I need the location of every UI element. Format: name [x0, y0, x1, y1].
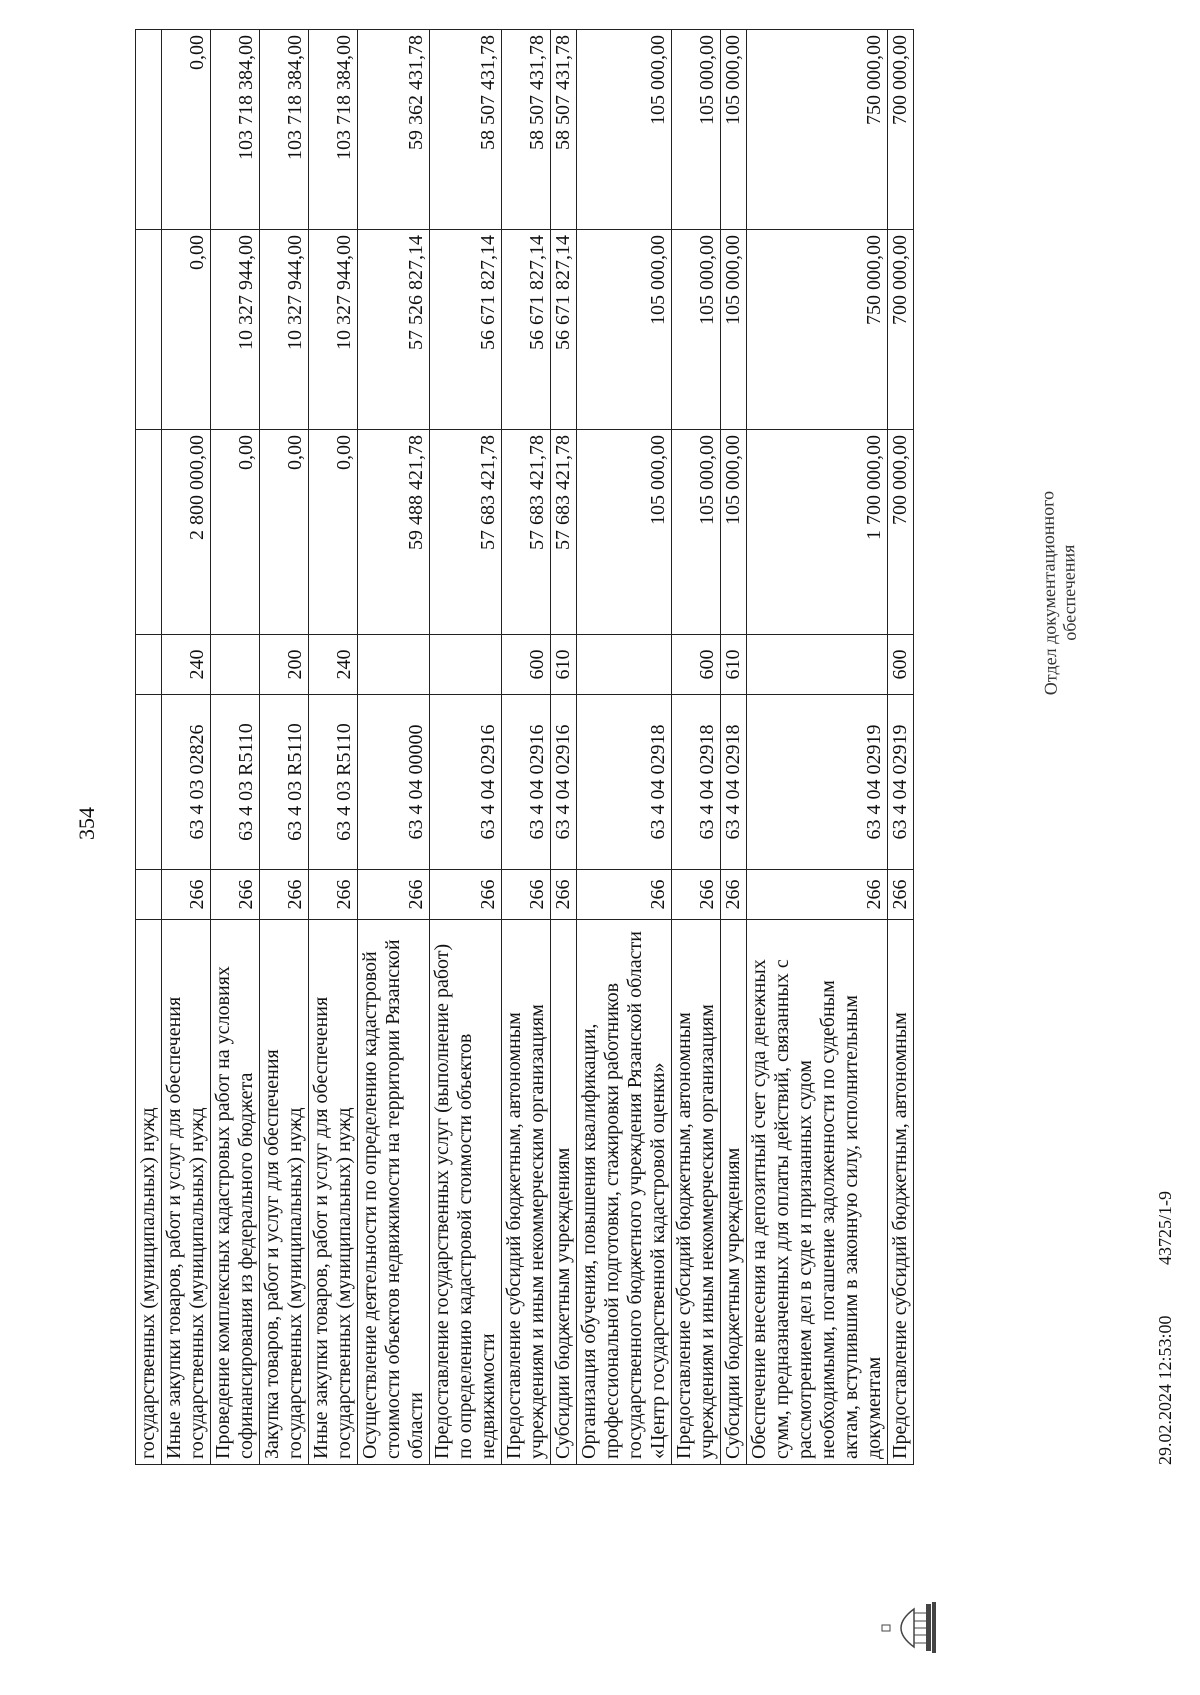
row-expense-type: 600: [502, 635, 551, 695]
row-target-code: 63 4 04 02918: [577, 695, 672, 870]
row-amount-2024: 105 000,00: [721, 430, 747, 635]
row-amount-2026: 700 000,00: [888, 30, 914, 230]
row-target-code: [136, 695, 162, 870]
table-row: [162, 30, 211, 1465]
row-description: Закупка товаров, работ и услуг для обеспечения государственных (муниципальных) нужд: [260, 920, 309, 1465]
row-target-code: 63 4 03 R5110: [309, 695, 358, 870]
row-amount-2025: 105 000,00: [577, 230, 672, 430]
row-amount-2025: 0,00: [162, 230, 211, 430]
row-amount-2025: 57 526 827,14: [358, 230, 430, 430]
row-target-code: 63 4 04 02916: [551, 695, 577, 870]
row-expense-type: 610: [551, 635, 577, 695]
budget-table: [135, 29, 914, 1465]
table-row: [672, 30, 721, 1465]
table-row: [430, 30, 502, 1465]
row-description: государственных (муниципальных) нужд: [136, 920, 162, 1465]
row-target-code: 63 4 03 R5110: [211, 695, 260, 870]
row-amount-2025: 10 327 944,00: [211, 230, 260, 430]
row-amount-2026: 0,00: [162, 30, 211, 230]
row-description: Предоставление субсидий бюджетным, автономным: [888, 920, 914, 1465]
row-target-code: 63 4 04 02919: [747, 695, 888, 870]
row-amount-2025: 56 671 827,14: [430, 230, 502, 430]
row-amount-2025: 700 000,00: [888, 230, 914, 430]
row-ministry-code: 266: [430, 870, 502, 920]
row-amount-2024: 0,00: [211, 430, 260, 635]
row-amount-2026: 105 000,00: [721, 30, 747, 230]
department-stamp: [1038, 490, 1081, 695]
row-expense-type: 200: [260, 635, 309, 695]
row-amount-2026: 58 507 431,78: [430, 30, 502, 230]
table-row: [260, 30, 309, 1465]
row-amount-2026: 58 507 431,78: [502, 30, 551, 230]
row-expense-type: 600: [888, 635, 914, 695]
table-row: [309, 30, 358, 1465]
row-ministry-code: 266: [747, 870, 888, 920]
row-expense-type: [747, 635, 888, 695]
row-description: Осуществление деятельности по определению кадастровой стоимости объектов недвижимости на территории Рязанской области: [358, 920, 430, 1465]
row-target-code: 63 4 04 02918: [721, 695, 747, 870]
row-expense-type: [358, 635, 430, 695]
table-row: [888, 30, 914, 1465]
row-description: Проведение комплексных кадастровых работ на условиях софинансирования из федерального бюджета: [211, 920, 260, 1465]
row-target-code: 63 4 04 02916: [430, 695, 502, 870]
table-row: [551, 30, 577, 1465]
row-amount-2026: 750 000,00: [747, 30, 888, 230]
row-amount-2025: 56 671 827,14: [551, 230, 577, 430]
duma-emblem-icon: [880, 1600, 940, 1655]
row-amount-2026: 59 362 431,78: [358, 30, 430, 230]
table-row: [721, 30, 747, 1465]
row-amount-2026: [136, 30, 162, 230]
row-description: Субсидии бюджетным учреждениям: [551, 920, 577, 1465]
row-target-code: 63 4 04 00000: [358, 695, 430, 870]
row-amount-2025: 56 671 827,14: [502, 230, 551, 430]
table-row: [747, 30, 888, 1465]
row-ministry-code: [136, 870, 162, 920]
row-amount-2024: 57 683 421,78: [502, 430, 551, 635]
row-target-code: 63 4 04 02919: [888, 695, 914, 870]
row-amount-2025: 10 327 944,00: [260, 230, 309, 430]
row-expense-type: [211, 635, 260, 695]
row-amount-2024: 0,00: [309, 430, 358, 635]
table-row: [502, 30, 551, 1465]
row-amount-2024: 700 000,00: [888, 430, 914, 635]
row-target-code: 63 4 04 02916: [502, 695, 551, 870]
row-amount-2024: [136, 430, 162, 635]
row-expense-type: 600: [672, 635, 721, 695]
row-expense-type: 610: [721, 635, 747, 695]
row-description: Иные закупки товаров, работ и услуг для обеспечения государственных (муниципальных) нужд: [162, 920, 211, 1465]
row-ministry-code: 266: [888, 870, 914, 920]
table-row: [136, 30, 162, 1465]
row-expense-type: [577, 635, 672, 695]
table-row: [211, 30, 260, 1465]
row-ministry-code: 266: [162, 870, 211, 920]
row-amount-2025: [136, 230, 162, 430]
footer-date: 29.02.2024 12:53:00: [1155, 1315, 1175, 1465]
row-description: Иные закупки товаров, работ и услуг для обеспечения государственных (муниципальных) нужд: [309, 920, 358, 1465]
row-target-code: 63 4 04 02918: [672, 695, 721, 870]
row-amount-2025: 105 000,00: [672, 230, 721, 430]
row-amount-2026: 103 718 384,00: [260, 30, 309, 230]
page-number: 354: [74, 807, 99, 840]
row-amount-2026: 103 718 384,00: [309, 30, 358, 230]
row-description: Предоставление субсидий бюджетным, автономным учреждениям и иным некоммерческим организациям: [502, 920, 551, 1465]
row-amount-2024: 57 683 421,78: [551, 430, 577, 635]
table-row: [358, 30, 430, 1465]
row-amount-2025: 105 000,00: [721, 230, 747, 430]
row-amount-2024: 59 488 421,78: [358, 430, 430, 635]
footer-document-code: 43725/1-9: [1155, 1191, 1175, 1265]
row-ministry-code: 266: [577, 870, 672, 920]
row-amount-2026: 105 000,00: [672, 30, 721, 230]
row-amount-2024: 105 000,00: [577, 430, 672, 635]
row-description: Субсидии бюджетным учреждениям: [721, 920, 747, 1465]
row-target-code: 63 4 03 02826: [162, 695, 211, 870]
row-expense-type: [430, 635, 502, 695]
stamp-line-1: Отдел документационного: [1037, 490, 1061, 696]
row-amount-2026: 103 718 384,00: [211, 30, 260, 230]
row-ministry-code: 266: [721, 870, 747, 920]
row-amount-2024: 0,00: [260, 430, 309, 635]
row-target-code: 63 4 03 R5110: [260, 695, 309, 870]
row-description: Организация обучения, повышения квалификации, профессиональной подготовки, стажировки работников государственного бюджетного учреждения Рязанской области «Центр государственной кадастровой оценки»: [577, 920, 672, 1465]
row-amount-2026: 58 507 431,78: [551, 30, 577, 230]
row-amount-2026: 105 000,00: [577, 30, 672, 230]
row-amount-2025: 10 327 944,00: [309, 230, 358, 430]
row-expense-type: [136, 635, 162, 695]
row-amount-2024: 1 700 000,00: [747, 430, 888, 635]
row-expense-type: 240: [309, 635, 358, 695]
row-ministry-code: 266: [358, 870, 430, 920]
row-description: Предоставление субсидий бюджетным, автономным учреждениям и иным некоммерческим организациям: [672, 920, 721, 1465]
row-description: Предоставление государственных услуг (выполнение работ) по определению кадастровой стоимости объектов недвижимости: [430, 920, 502, 1465]
stamp-line-2: обеспечения: [1057, 544, 1080, 641]
table-row: [577, 30, 672, 1465]
row-amount-2025: 750 000,00: [747, 230, 888, 430]
row-expense-type: 240: [162, 635, 211, 695]
row-ministry-code: 266: [260, 870, 309, 920]
row-ministry-code: 266: [211, 870, 260, 920]
row-ministry-code: 266: [502, 870, 551, 920]
row-amount-2024: 105 000,00: [672, 430, 721, 635]
row-ministry-code: 266: [672, 870, 721, 920]
row-ministry-code: 266: [309, 870, 358, 920]
row-amount-2024: 2 800 000,00: [162, 430, 211, 635]
row-ministry-code: 266: [551, 870, 577, 920]
row-description: Обеспечение внесения на депозитный счет суда денежных сумм, предназначенных для оплаты действий, связанных с рассмотрением дел в суде и признанных судом необходимыми, погашение задолженности по судебным актам, вступившим в законную силу, исполнительным документам: [747, 920, 888, 1465]
row-amount-2024: 57 683 421,78: [430, 430, 502, 635]
